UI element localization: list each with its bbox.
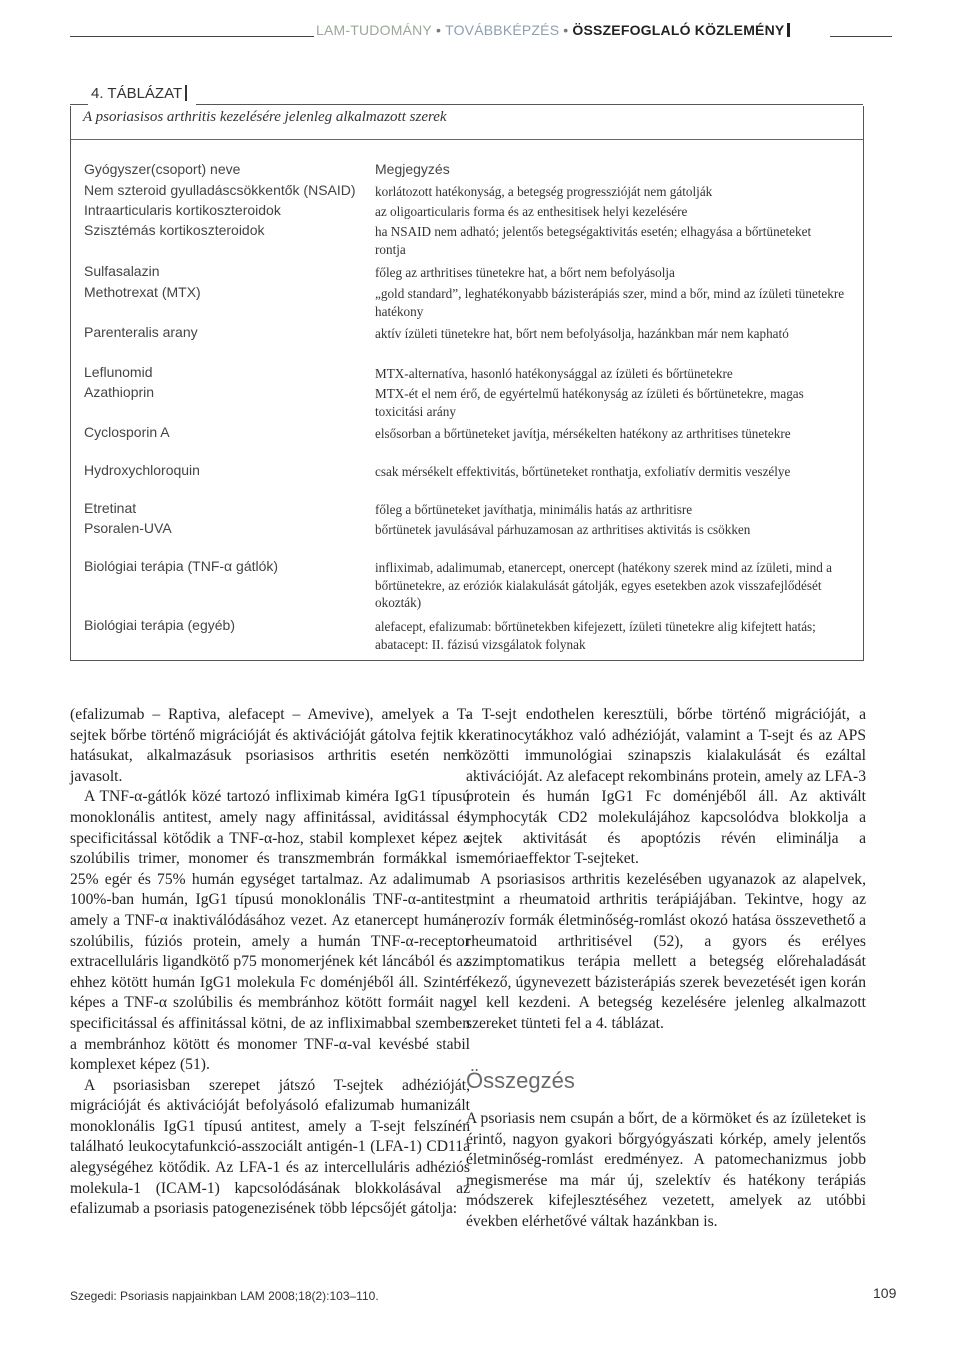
header-part-2: TOVÁBBKÉPZÉS xyxy=(445,22,560,38)
row-drug-name: Leflunomid xyxy=(84,364,153,380)
row-drug-name: Sulfasalazin xyxy=(84,263,160,279)
row-drug-name: Intraarticularis kortikoszteroidok xyxy=(84,202,281,218)
caption-rule xyxy=(70,139,863,140)
row-note: infliximab, adalimumab, etanercept, onercept (hatékony szerek mind az ízületi, mind a bőrtünetekre, az erózióк kialakulását gátolják, egyes esetekben azok visszafejlődését okozták) xyxy=(375,560,832,610)
row-note: korlátozott hatékonyság, a betegség progresszióját nem gátolják xyxy=(375,184,713,199)
row-drug-name: Azathioprin xyxy=(84,384,155,400)
row-drug-name: Etretinat xyxy=(84,500,137,516)
row-drug-name: Methotrexat (MTX) xyxy=(84,284,201,300)
paragraph: a T-sejt endothelen keresztüli, bőrbe történő migrációját, a keratinocytákhoz való adhézióját, valamint a T-sejt és az APS közötti immunológiai szinapszis kialakulását és ezáltal aktivációját. Az alefacept rekombináns protein, amely az LFA-3 protein és humán IgG1 Fc doménjéből áll. Az aktivált lymphocyták CD2 molekulájához kapcsolódva blokkolja a sejtek aktivitását és apoptózis révén eliminálja a memóriaeffektor T-sejteket. xyxy=(466,706,866,868)
header-bar-icon xyxy=(787,23,790,37)
header-part-1: LAM-TUDOMÁNY xyxy=(316,22,432,38)
table-header-drug: Gyógyszer(csoport) neve xyxy=(84,161,241,177)
row-note: bőrtünetek javulásával párhuzamosan az arthritises aktivitás is csökken xyxy=(375,522,751,537)
header-rule-right xyxy=(830,36,892,37)
row-drug-name: Cyclosporin A xyxy=(84,424,170,440)
section-title: Összegzés xyxy=(466,1067,575,1093)
header-separator: • xyxy=(563,22,569,38)
table-label-rule-left xyxy=(70,104,88,105)
row-drug-name: Hydroxychloroquin xyxy=(84,462,200,478)
row-note: főleg a bőrtüneteket javíthatja, minimális hatás az arthritisre xyxy=(375,502,693,517)
paragraph: A psoriasisban szerepet játszó T-sejtek adhézióját, migrációját és aktivációját befolyásoló efalizumab humanizált monoklonális IgG1 típusú antitest, amely a T-sejt felszínén található leukocytafunkció-asszociált antigén-1 (LFA-1) CD11a alegységéhez kötődik. Az LFA-1 és az intercelluláris adhéziós molekula-1 (ICAM-1) kapcsolódásának blokkolásával az efalizumab a psoriasis patogenezisének több lépcsőjét gátolja: xyxy=(70,1076,470,1218)
row-drug-name: Biológiai terápia (TNF-α gátlók) xyxy=(84,558,279,574)
table-caption: A psoriasisos arthritis kezelésére jelenleg alkalmazott szerek xyxy=(83,109,447,125)
row-note: ha NSAID nem adható; jelentős betegségaktivitás esetén; elhagyása a bőrtüneteket rontja xyxy=(375,224,812,257)
row-note: MTX-ét el nem érő, de egyértelmű hatékonyság az ízületi és bőrtünetekre, magas toxicitási arány xyxy=(375,386,804,419)
row-drug-name: Psoralen-UVA xyxy=(84,520,172,536)
left-column xyxy=(70,705,470,1220)
table-label xyxy=(91,85,187,102)
row-drug-name: Nem szteroid gyulladáscsökkentők (NSAID) xyxy=(84,182,356,198)
row-note: „gold standard”, leghatékonyabb bázisterápiás szer, mind a bőr, mind az ízületi tünetekre hatékony xyxy=(375,286,845,319)
row-drug-name: Biológiai terápia (egyéb) xyxy=(84,617,235,633)
page-number: 109 xyxy=(873,1285,897,1301)
row-note: elsősorban a bőrtüneteket javítja, mérsékelten hatékony az arthritises tünetekre xyxy=(375,426,791,441)
row-note: csak mérsékelt effektivitás, bőrtüneteket ronthatja, exfoliatív dermitis veszélye xyxy=(375,464,791,479)
row-note: az oligoarticularis forma és az enthesitisek helyi kezelésére xyxy=(375,204,688,219)
row-note: főleg az arthritises tünetekre hat, a bőrt nem befolyásolja xyxy=(375,265,675,280)
header-separator: • xyxy=(435,22,442,38)
row-note: aktív ízületi tünetekre hat, bőrt nem befolyásolja, hazánkban már nem kapható xyxy=(375,326,789,341)
row-drug-name: Parenteralis arany xyxy=(84,324,198,340)
paragraph: A psoriasisos arthritis kezelésében ugyanazok az alapelvek, mint a rheumatoid arthritis terápiájában. Tekintve, hogy az erozív formák életminőség-romlást okozó hatása összevethető a rheumatoid arthritisével (52), a gyors és erélyes szimptomatikus terápia mellett a betegség előrehaladását fékező, úgynevezett bázisterápiás szerek bevezetését igen korán el kell kezdeni. A betegség kezelésére jelenleg alkalmazott szereket tünteti fel a 4. táblázat. xyxy=(466,870,866,1032)
paragraph: A TNF-α-gátlók közé tartozó infliximab kiméra IgG1 típusú monoklonális antitest, amely nagy affinitással, aviditással és specificitással kötődik a TNF-α-hoz, stabil komplexet képez a szolúbilis trimer, monomer és transzmembrán formákkal is. 25% egér és 75% humán egységet tartalmaz. Az adalimumab 100%-ban humán, IgG1 típusú monoklonális TNF-α-antitest, amely a TNF-α inaktiválódásához vezet. Az etanercept humán, szolúbilis, fúziós protein, amely a humán TNF-α-receptor extracelluláris ligandkötő p75 monomerjének két láncából és az ehhez kötött humán IgG1 molekula Fc doménjéből áll. Szintén képes a TNF-α szolúbilis és membránhoz kötött formáit nagy specificitással és affinitással kötni, de az infliximabbal szemben a membránhoz kötött és monomer TNF-α-val kevésbé stabil komplexet képez (51). xyxy=(70,788,470,1074)
paragraph: A psoriasis nem csupán a bőrt, de a körmöket és az ízületeket is érintő, nagyon gyakori bőrgyógyászati kórkép, amely jelentős életminőség-romlást eredményez. A patomechanizmus jobb megismerése ma már új, szelektív és hatékony terápiás módszerek kifejlesztéséhez vezetett, amelyek az utóbbi években elérhetővé váltak hazánkban is. xyxy=(466,1110,866,1231)
table-header-note: Megjegyzés xyxy=(375,161,450,177)
row-note: MTX-alternatíva, hasonló hatékonysággal az ízületi és bőrtünetekre xyxy=(375,366,733,381)
footer-citation: Szegedi: Psoriasis napjainkban LAM 2008;18(2):103–110. xyxy=(70,1289,379,1303)
paragraph: (efalizumab – Raptiva, alefacept – Amevive), amelyek a T-sejtek bőrbe történő migrációját és aktivációját gátolva fejtik ki hatásukat, alkalmazásuk psoriasisos arthritis esetén nem javasolt. xyxy=(70,706,470,785)
header-part-3: ÖSSZEFOGLALÓ KÖZLEMÉNY xyxy=(572,22,785,38)
table-label-bar-icon xyxy=(185,85,187,101)
running-header xyxy=(316,22,790,38)
row-note: alefacept, efalizumab: bőrtünetekben kifejezett, ízületi tünetekre alig kifejtett hatás; abatacept: II. fázisú vizsgálatok folynak xyxy=(375,619,816,652)
row-drug-name: Szisztémás kortikoszteroidok xyxy=(84,222,265,238)
table-label-rule-right xyxy=(196,104,863,105)
table-label-text: 4. TÁBLÁZAT xyxy=(91,85,183,102)
header-rule-left xyxy=(70,36,314,37)
right-column xyxy=(466,705,866,1233)
